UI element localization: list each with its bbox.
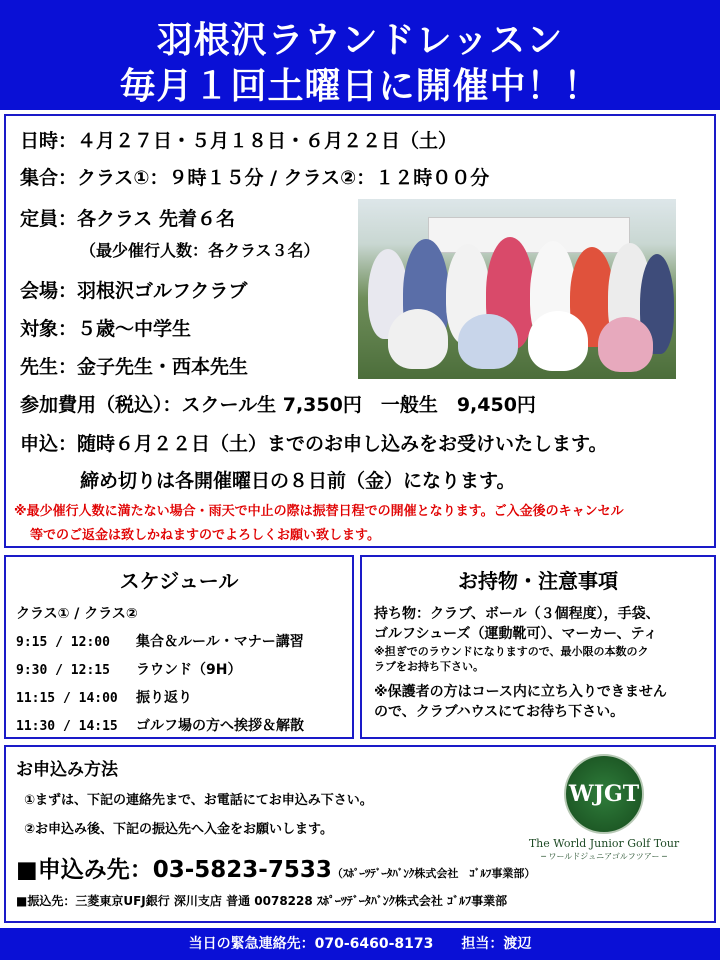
schedule-title: スケジュール xyxy=(119,569,239,593)
belongings-note: ※担ぎでのラウンドになりますので、最小限の本数のク xyxy=(374,645,649,658)
schedule-desc: 集合＆ルール・マナー講習 xyxy=(136,634,304,650)
logo-subname: ─ ワールドジュニアゴルフツアー ─ xyxy=(541,852,667,861)
venue: 会場：羽根沢ゴルフクラブ xyxy=(20,280,248,302)
guardian-note: ※保護者の方はコース内に立ち入りできません xyxy=(374,684,667,700)
schedule-time: 9:30 / 12:15 xyxy=(16,663,110,678)
logo-name: The World Junior Golf Tour xyxy=(528,837,680,850)
capacity-note: （最少催行人数：各クラス３名） xyxy=(80,241,320,260)
header-banner xyxy=(0,0,720,110)
wjgt-emblem-icon xyxy=(564,754,644,834)
emergency-contact-bar: 当日の緊急連絡先：070-6460-8173 担当：渡辺 xyxy=(0,928,720,960)
page-subtitle: 毎月１回土曜日に開催中！！ xyxy=(119,66,601,107)
cancellation-note-line1: ※最少催行人数に満たない場合・雨天で中止の際は振替日程での開催となります。ご入金後のキャンセル xyxy=(14,504,624,519)
bank-transfer-info: ■振込先：三菱東京UFJ銀行 深川支店 普通 0078228 ｽﾎﾟｰﾂﾃﾞｰﾀﾊﾞﾝｸ株式会社 ｺﾞﾙﾌ事業部 xyxy=(16,894,508,908)
schedule-box xyxy=(4,555,354,739)
photo-figure xyxy=(528,311,588,371)
application-period: 申込：随時６月２２日（土）までのお申し込みをお受けいたします。 xyxy=(20,433,608,455)
wjgt-logo xyxy=(525,754,683,862)
schedule-desc: ゴルフ場の方へ挨拶＆解散 xyxy=(136,718,304,734)
page-title: 羽根沢ラウンドレッスン xyxy=(156,20,564,61)
contact-company: （ｽﾎﾟｰﾂﾃﾞｰﾀﾊﾞﾝｸ株式会社 ｺﾞﾙﾌ事業部） xyxy=(331,867,536,880)
cancellation-note-line2: 等でのご返金は致しかねますのでよろしくお願い致します。 xyxy=(30,528,380,543)
application-title: お申込み方法 xyxy=(16,760,118,780)
schedule-time: 11:15 / 14:00 xyxy=(16,691,118,706)
schedule-time: 11:30 / 14:15 xyxy=(16,719,118,734)
photo-figure xyxy=(598,317,653,372)
teachers: 先生：金子先生・西本先生 xyxy=(20,356,249,378)
target-age: 対象：５歳～中学生 xyxy=(20,318,192,340)
schedule-desc: 振り返り xyxy=(136,690,192,706)
event-dates: 日時：４月２７日・５月１８日・６月２２日（土） xyxy=(20,130,458,152)
logo-mark: WJGT xyxy=(568,781,640,807)
schedule-row xyxy=(16,659,241,679)
belongings-box xyxy=(360,555,716,739)
belongings-note: ラブをお持ち下さい。 xyxy=(374,660,484,673)
contact-phone: ■申込み先：03-5823-7533 xyxy=(16,857,332,883)
belongings-line: ゴルフシューズ（運動靴可）、マーカー、ティ xyxy=(374,626,658,642)
group-photo xyxy=(358,199,676,379)
schedule-class-header: クラス① / クラス② xyxy=(16,606,138,622)
schedule-row xyxy=(16,631,304,651)
schedule-row xyxy=(16,715,304,735)
belongings-line: 持ち物：クラブ、ボール（３個程度），手袋、 xyxy=(374,606,660,622)
meeting-time: 集合：クラス①：９時１５分 / クラス②：１２時００分 xyxy=(20,167,490,189)
deadline: 締め切りは各開催曜日の８日前（金）になります。 xyxy=(80,470,516,492)
info-box xyxy=(4,114,716,548)
belongings-title: お持物・注意事項 xyxy=(458,569,618,593)
application-step1: ①まずは、下記の連絡先まで、お電話にてお申込み下さい。 xyxy=(24,793,373,808)
schedule-time: 9:15 / 12:00 xyxy=(16,635,110,650)
photo-figure xyxy=(458,314,518,369)
capacity: 定員：各クラス 先着６名 xyxy=(20,208,236,230)
application-step2: ②お申込み後、下記の振込先へ入金をお願いします。 xyxy=(24,822,333,837)
schedule-row xyxy=(16,687,192,707)
application-contact xyxy=(16,851,535,884)
schedule-desc: ラウンド（9H） xyxy=(136,662,242,678)
application-box xyxy=(4,745,716,923)
fee: 参加費用（税込）：スクール生 7,350円 一般生 9,450円 xyxy=(20,394,536,416)
photo-figure xyxy=(388,309,448,369)
guardian-note: ので、クラブハウスにてお待ち下さい。 xyxy=(374,704,625,720)
